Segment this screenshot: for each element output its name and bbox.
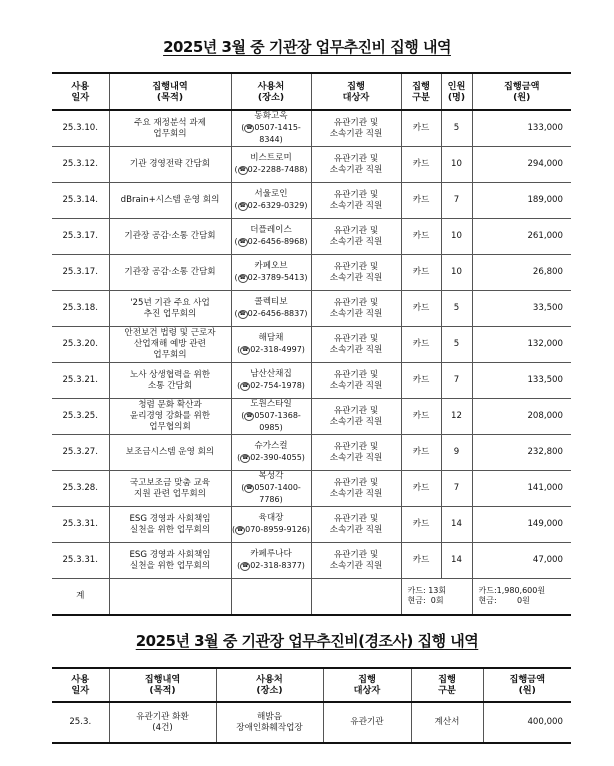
cell-amount: 26,800 [472,255,571,291]
cell-method: 카드 [401,399,441,435]
cell-place: 도원스타일 ( ☎ 0507-1368-0985) [231,399,311,435]
cell-place: 복성각 ( ☎ 0507-1400-7786) [231,471,311,507]
cell-people: 5 [441,110,472,147]
cell-method: 카드 [401,435,441,471]
total-label: 계 [52,579,109,615]
table-row [52,702,571,743]
cell-purpose: 안전보건 법령 및 근로자 산업재해 예방 관련 업무회의 [109,327,231,363]
place-phone: ( ☎ 02-390-4055) [237,453,305,462]
table-row [52,110,571,147]
place-phone: ( ☎ 02-3789-5413) [234,273,308,282]
table-header-row [52,668,571,702]
header-purpose: 집행내역 (목적) [109,73,231,110]
cell-amount: 189,000 [472,183,571,219]
table-row [52,327,571,363]
cell-people: 5 [441,291,472,327]
cell-place: 카페루나다 ( ☎ 02-318-8377) [231,543,311,579]
header-place: 사용처 (장소) [231,73,311,110]
cell-target: 유관기관 및 소속기관 직원 [311,291,401,327]
cell-date: 25.3.31. [52,543,109,579]
cell-target: 유관기관 및 소속기관 직원 [311,507,401,543]
place-phone: ( ☎ 02-6456-8968) [234,237,308,246]
phone-icon: ☎ [236,527,244,533]
cell-method: 카드 [401,327,441,363]
cell-purpose: ESG 경영과 사회책임 실천을 위한 업무회의 [109,543,231,579]
cell-people: 5 [441,327,472,363]
cell-place: 콜렉티보 ( ☎ 02-6456-8837) [231,291,311,327]
cell-amount: 208,000 [472,399,571,435]
table-row [52,183,571,219]
cell-amount: 232,800 [472,435,571,471]
phone-icon: ☎ [242,455,249,461]
cell-people: 10 [441,147,472,183]
cell-purpose: dBrain+시스템 운영 회의 [109,183,231,219]
cell-purpose: 보조금시스템 운영 회의 [109,435,231,471]
header-method: 집행 구분 [401,73,441,110]
phone-icon: ☎ [242,383,249,389]
phone-icon: ☎ [246,125,253,131]
cell-place: 더플레이스 ( ☎ 02-6456-8968) [231,219,311,255]
total-amount: 카드:1,980,600원 현금: 0원 [472,579,571,615]
cell-method: 카드 [401,471,441,507]
cell-date: 25.3.10. [52,110,109,147]
header-method: 집행 구분 [411,668,483,702]
phone-icon: ☎ [246,413,253,419]
cell-purpose: ESG 경영과 사회책임 실천을 위한 업무회의 [109,507,231,543]
cell-purpose: 기관장 공감·소통 간담회 [109,219,231,255]
cell-amount: 261,000 [472,219,571,255]
table-row [52,291,571,327]
phone-icon: ☎ [239,203,246,209]
cell-people: 10 [441,219,472,255]
header-amount: 집행금액 (원) [472,73,571,110]
table-header-row [52,73,571,110]
cell-people: 9 [441,435,472,471]
cell-target: 유관기관 및 소속기관 직원 [311,147,401,183]
total-count: 카드: 13회 현금: 0회 [401,579,472,615]
cell-amount: 133,000 [472,110,571,147]
cell-amount: 132,000 [472,327,571,363]
header-people: 인원 (명) [441,73,472,110]
cell-target: 유관기관 및 소속기관 직원 [311,399,401,435]
place-phone: ( ☎ 02-6456-8837) [234,309,308,318]
cell-place: 비스트로미 ( ☎ 02-2288-7488) [231,147,311,183]
cell-people: 7 [441,363,472,399]
header-target: 집행 대상자 [311,73,401,110]
cell-purpose: 기관 경영전략 간담회 [109,147,231,183]
total-empty-place [231,579,311,615]
cell-purpose: 국고보조금 맞춤 교육 지원 관련 업무회의 [109,471,231,507]
cell-place: 슈가스컬 ( ☎ 02-390-4055) [231,435,311,471]
header-amount: 집행금액 (원) [483,668,571,702]
cell-target: 유관기관 및 소속기관 직원 [311,255,401,291]
table-row [52,399,571,435]
cell-amount: 294,000 [472,147,571,183]
cell-amount: 400,000 [483,702,571,743]
phone-icon: ☎ [242,347,249,353]
table-row [52,543,571,579]
cell-method: 카드 [401,507,441,543]
cell-method: 카드 [401,147,441,183]
cell-target: 유관기관 및 소속기관 직원 [311,219,401,255]
cell-purpose: 노사 상생협력을 위한 소통 간담회 [109,363,231,399]
phone-icon: ☎ [239,167,246,173]
table-row [52,507,571,543]
cell-target: 유관기관 및 소속기관 직원 [311,435,401,471]
cell-place: 동화고옥 ( ☎ 0507-1415-8344) [231,110,311,147]
cell-amount: 141,000 [472,471,571,507]
cell-people: 12 [441,399,472,435]
cell-place: 카페오브 ( ☎ 02-3789-5413) [231,255,311,291]
place-phone: ( ☎ 02-6329-0329) [234,201,308,210]
cell-method: 카드 [401,363,441,399]
cell-method: 카드 [401,543,441,579]
header-target: 집행 대상자 [323,668,411,702]
cell-amount: 133,500 [472,363,571,399]
place-phone: ( ☎ 0507-1368-0985) [241,411,301,432]
place-phone: ( ☎ 02-318-4997) [237,345,305,354]
cell-date: 25.3.31. [52,507,109,543]
cell-place: 남산산채집 ( ☎ 02-754-1978) [231,363,311,399]
place-phone: ( ☎ 0507-1415-8344) [241,123,301,144]
cell-date: 25.3.20. [52,327,109,363]
cell-date: 25.3.28. [52,471,109,507]
cell-purpose: 청렴 문화 확산과 윤리경영 강화를 위한 업무협의회 [109,399,231,435]
cell-date: 25.3.21. [52,363,109,399]
place-phone: ( ☎ 0507-1400-7786) [241,483,301,504]
page-title: 2025년 3월 중 기관장 업무추진비 집행 내역 [163,38,451,56]
cell-method: 카드 [401,255,441,291]
expense-table [52,72,571,616]
table-row [52,435,571,471]
cell-target: 유관기관 및 소속기관 직원 [311,471,401,507]
cell-date: 25.3.12. [52,147,109,183]
cell-date: 25.3.17. [52,219,109,255]
header-purpose: 집행내역 (목적) [109,668,216,702]
cell-amount: 149,000 [472,507,571,543]
cell-purpose: 유관기관 화환 (4건) [109,702,216,743]
phone-icon: ☎ [239,239,246,245]
place-phone: ( ☎ 02-2288-7488) [234,165,308,174]
cell-date: 25.3.14. [52,183,109,219]
table-row [52,255,571,291]
place-phone: ( ☎ 02-754-1978) [237,381,305,390]
cell-target: 유관기관 및 소속기관 직원 [311,110,401,147]
total-row [52,579,571,615]
cell-amount: 47,000 [472,543,571,579]
cell-people: 14 [441,507,472,543]
cell-method: 카드 [401,219,441,255]
cell-people: 10 [441,255,472,291]
cell-purpose: 주요 재정분석 과제 업무회의 [109,110,231,147]
place-phone: ( ☎ 02-318-8377) [237,561,305,570]
cell-purpose: '25년 기관 주요 사업 추진 업무회의 [109,291,231,327]
cell-date: 25.3.17. [52,255,109,291]
cell-target: 유관기관 및 소속기관 직원 [311,543,401,579]
cell-place: 서울로인 ( ☎ 02-6329-0329) [231,183,311,219]
cell-purpose: 기관장 공감·소통 간담회 [109,255,231,291]
cell-target: 유관기관 [323,702,411,743]
cell-date: 25.3.27. [52,435,109,471]
cell-people: 7 [441,471,472,507]
cell-place: 육대장 ( ☎ 070-8959-9126) [231,507,311,543]
phone-icon: ☎ [239,275,246,281]
cell-method: 계산서 [411,702,483,743]
cell-date: 25.3. [52,702,109,743]
table-row [52,471,571,507]
cell-place: 해밝음 장애인화훼작업장 [216,702,323,743]
header-date: 사용 일자 [52,668,109,702]
total-empty-target [311,579,401,615]
table-row [52,363,571,399]
cell-amount: 33,500 [472,291,571,327]
cell-target: 유관기관 및 소속기관 직원 [311,363,401,399]
table-row [52,219,571,255]
cell-method: 카드 [401,110,441,147]
condolence-expense-table [52,667,571,744]
cell-method: 카드 [401,183,441,219]
header-place: 사용처 (장소) [216,668,323,702]
cell-date: 25.3.25. [52,399,109,435]
section-title-condolence: 2025년 3월 중 기관장 업무추진비(경조사) 집행 내역 [135,632,479,650]
phone-icon: ☎ [246,485,253,491]
cell-place: 해담채 ( ☎ 02-318-4997) [231,327,311,363]
total-empty-purpose [109,579,231,615]
phone-icon: ☎ [242,563,249,569]
cell-target: 유관기관 및 소속기관 직원 [311,327,401,363]
cell-target: 유관기관 및 소속기관 직원 [311,183,401,219]
cell-date: 25.3.18. [52,291,109,327]
phone-icon: ☎ [239,311,246,317]
cell-people: 7 [441,183,472,219]
header-date: 사용 일자 [52,73,109,110]
cell-people: 14 [441,543,472,579]
place-phone: ( ☎ 070-8959-9126) [231,525,310,534]
table-row [52,147,571,183]
cell-method: 카드 [401,291,441,327]
